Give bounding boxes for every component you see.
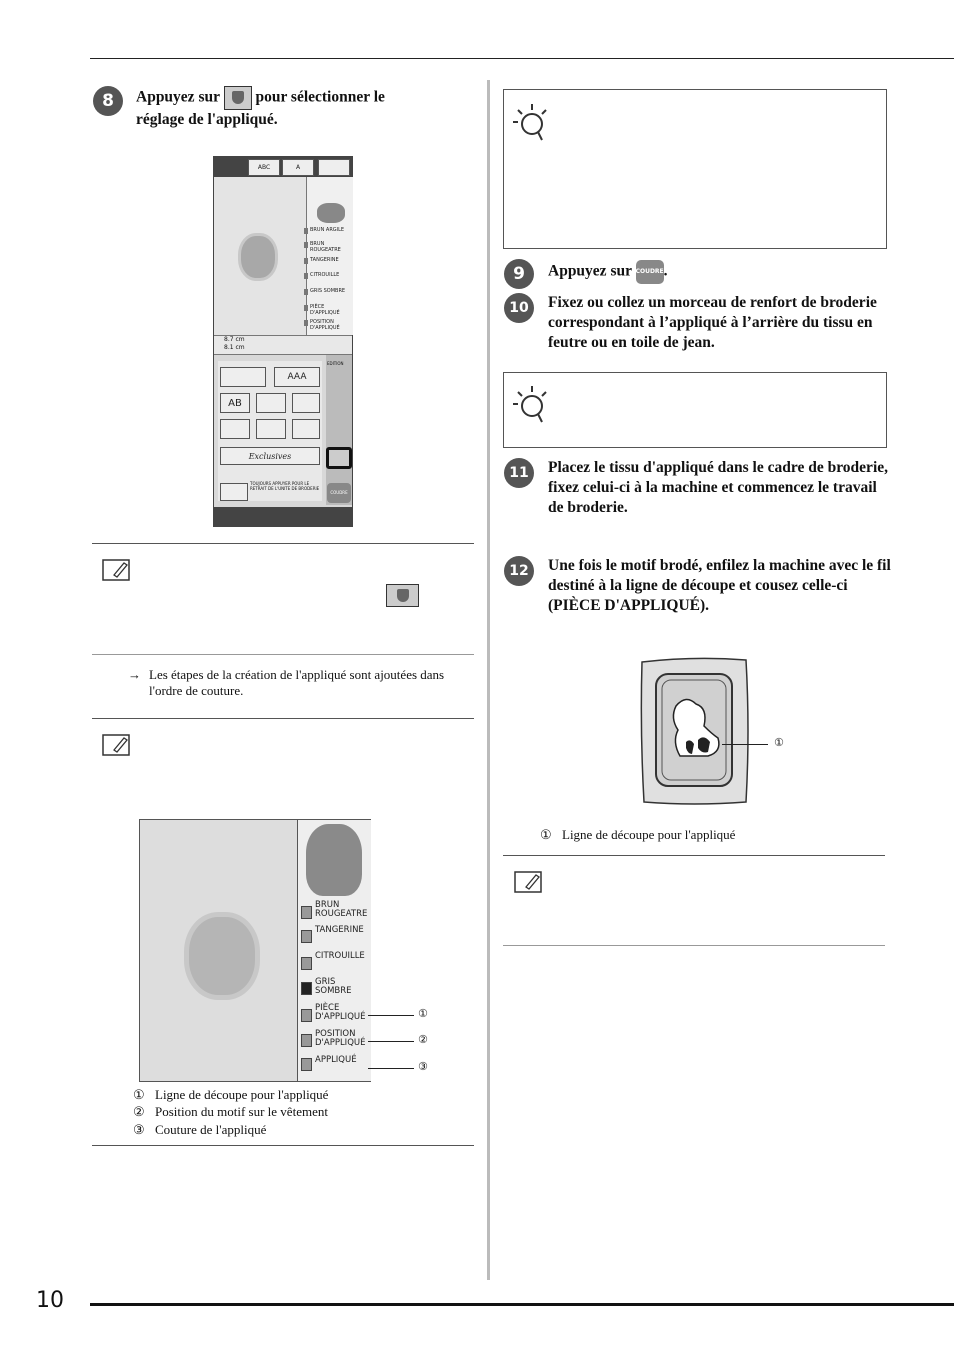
step-8-text-b: pour sélectionner le (255, 88, 385, 106)
detail-spool-6 (301, 1034, 312, 1047)
memo-2-top-rule (92, 718, 474, 719)
callout-3: ③ (418, 1060, 428, 1073)
memo-1-mid-rule (92, 654, 474, 655)
step-10-text: Fixez ou collez un morceau de renfort de broderie correspondant à l’appliqué à l’arrière du tissu en feutre ou en toile de jean. (548, 294, 877, 351)
screen-pocket-btn (220, 419, 250, 439)
step-9-number: 9 (504, 259, 534, 289)
machine-screen (213, 156, 353, 527)
detail-bear-thumbnail (306, 824, 362, 896)
legend-2-num: ② (133, 1104, 145, 1119)
result-arrow: → (128, 667, 141, 682)
detail-spool-2 (301, 930, 312, 943)
screen-font-btn: AAA (274, 367, 320, 387)
applique-settings-icon (224, 86, 252, 110)
fabric-callout-line (722, 744, 768, 745)
thread-detail-screen (139, 819, 371, 1082)
legend-1-num: ① (133, 1087, 145, 1102)
size-height: 8.1 cm (224, 344, 245, 351)
screen-memory-btn (292, 393, 320, 413)
step-10-number: 10 (504, 293, 534, 323)
detail-spool-4 (301, 982, 312, 995)
memo-1-top-rule (92, 543, 474, 544)
step-11-text: Placez le tissu d'appliqué dans le cadre de broderie, fixez celui-ci à la machine et commencez le travail de broderie. (548, 459, 889, 516)
screen-thread-1: BRUN ARGILE (310, 227, 345, 233)
screen-pc-btn (292, 419, 320, 439)
detail-thread-7: APPLIQUÉ (315, 1055, 357, 1065)
screen-hint: TOUJOURS APPUYER POUR LE RETRAIT DE L'UNITE DE BRODERIE (250, 481, 320, 491)
detail-thread-3: CITROUILLE (315, 951, 365, 961)
legend-1-text: Ligne de découpe pour l'appliqué (155, 1087, 329, 1102)
detail-thread-list (297, 820, 371, 1081)
step-8-number: 8 (93, 86, 123, 116)
detail-thread-5: PIÈCE D'APPLIQUÉ (315, 1003, 366, 1022)
detail-thread-2: TANGERINE (315, 925, 364, 935)
column-divider (487, 80, 490, 1280)
screen-bottom-bar (214, 507, 352, 526)
tip-1-lightbulb-icon (512, 102, 548, 144)
screen-thread-4: CITROUILLE (310, 272, 340, 278)
tip-box-1 (503, 89, 887, 249)
memo-2-bottom-rule (92, 1145, 474, 1146)
screen-coudre-btn: COUDRE (327, 483, 351, 503)
step-12-text: Une fois le motif brodé, enfilez la machine avec le fil destiné à la ligne de découpe et cousez celle-ci (PIÈCE D'APPLIQUÉ). (548, 557, 891, 614)
callout-1: ① (418, 1007, 428, 1020)
step-9-text-b: . (663, 262, 668, 280)
detail-thread-4: GRIS SOMBRE (315, 977, 352, 996)
detail-spool-1 (301, 906, 312, 919)
screen-thread-5: GRIS SOMBRE (310, 288, 346, 294)
screen-size-bar (214, 335, 352, 355)
detail-spool-7 (301, 1058, 312, 1071)
screen-top-bar (214, 157, 352, 177)
bear-thumbnail (317, 203, 345, 223)
screen-exclusives-btn: Exclusives (220, 447, 320, 465)
fabric-legend-text: Ligne de découpe pour l'appliqué (562, 827, 736, 842)
fabric-callout: ① (774, 736, 784, 749)
coudre-button-icon: COUDRE (636, 260, 664, 284)
screen-tab-a: A (282, 159, 314, 176)
bear-preview (238, 233, 278, 281)
top-rule (90, 58, 954, 59)
detail-thread-6: POSITION D'APPLIQUÉ (315, 1029, 366, 1048)
memo-1-notebook-icon (102, 557, 132, 583)
screen-thread-7: POSITION D'APPLIQUÉ (310, 319, 350, 331)
callout-1-line (368, 1015, 414, 1016)
step-12-number: 12 (504, 556, 534, 586)
fabric-hoop-illustration (638, 656, 752, 806)
size-width: 8.7 cm (224, 336, 245, 343)
callout-2-line (368, 1041, 414, 1042)
screen-thread-3: TANGERINE (310, 257, 339, 263)
memo-3-top-rule (503, 855, 885, 856)
screen-tab-grid (318, 159, 350, 176)
step-8-text-a: Appuyez sur (136, 88, 220, 106)
memo-3-bottom-rule (503, 945, 885, 946)
screen-hoop-btn (220, 483, 248, 501)
tip-box-2 (503, 372, 887, 448)
size-readout (224, 336, 245, 352)
memo-1-applique-icon (386, 584, 419, 607)
step-8-text-c: réglage de l'appliqué. (136, 111, 278, 128)
screen-thread-2: BRUN ROUGEATRE (310, 241, 352, 253)
page-number: 10 (36, 1288, 64, 1313)
detail-thread-1: BRUN ROUGEATRE (315, 900, 368, 919)
tip-2-lightbulb-icon (512, 384, 548, 426)
step-8-text (136, 86, 466, 130)
step-9-text (548, 260, 667, 284)
screen-thread-6: PIÈCE D'APPLIQUÉ (310, 304, 350, 316)
screen-frame-btn (256, 393, 286, 413)
screen-preview-area (214, 177, 306, 335)
fabric-legend-num: ① (540, 827, 552, 842)
callout-2: ② (418, 1033, 428, 1046)
detail-spool-5 (301, 1009, 312, 1022)
memo-3-notebook-icon (514, 869, 544, 895)
legend-2-text: Position du motif sur le vêtement (155, 1104, 328, 1119)
bottom-rule (90, 1303, 954, 1306)
applique-button-highlight (326, 447, 352, 469)
screen-usb-btn (256, 419, 286, 439)
detail-bear-preview (184, 912, 260, 1000)
callout-3-line (368, 1068, 414, 1069)
screen-tab-abc: ABC (248, 159, 280, 176)
screen-ab-btn: AB (220, 393, 250, 413)
detail-spool-3 (301, 957, 312, 970)
legend-3-num: ③ (133, 1122, 145, 1137)
memo-2-notebook-icon (102, 732, 132, 758)
screen-pattern-btn-1 (220, 367, 266, 387)
screen-edition-label: EDITION (327, 361, 344, 366)
step-11-number: 11 (504, 458, 534, 488)
legend-3-text: Couture de l'appliqué (155, 1122, 267, 1137)
screen-right-toolbar (326, 355, 352, 505)
memo-1-result-text: Les étapes de la création de l'appliqué sont ajoutées dans l'ordre de couture. (149, 667, 445, 698)
step-9-text-a: Appuyez sur (548, 262, 632, 280)
